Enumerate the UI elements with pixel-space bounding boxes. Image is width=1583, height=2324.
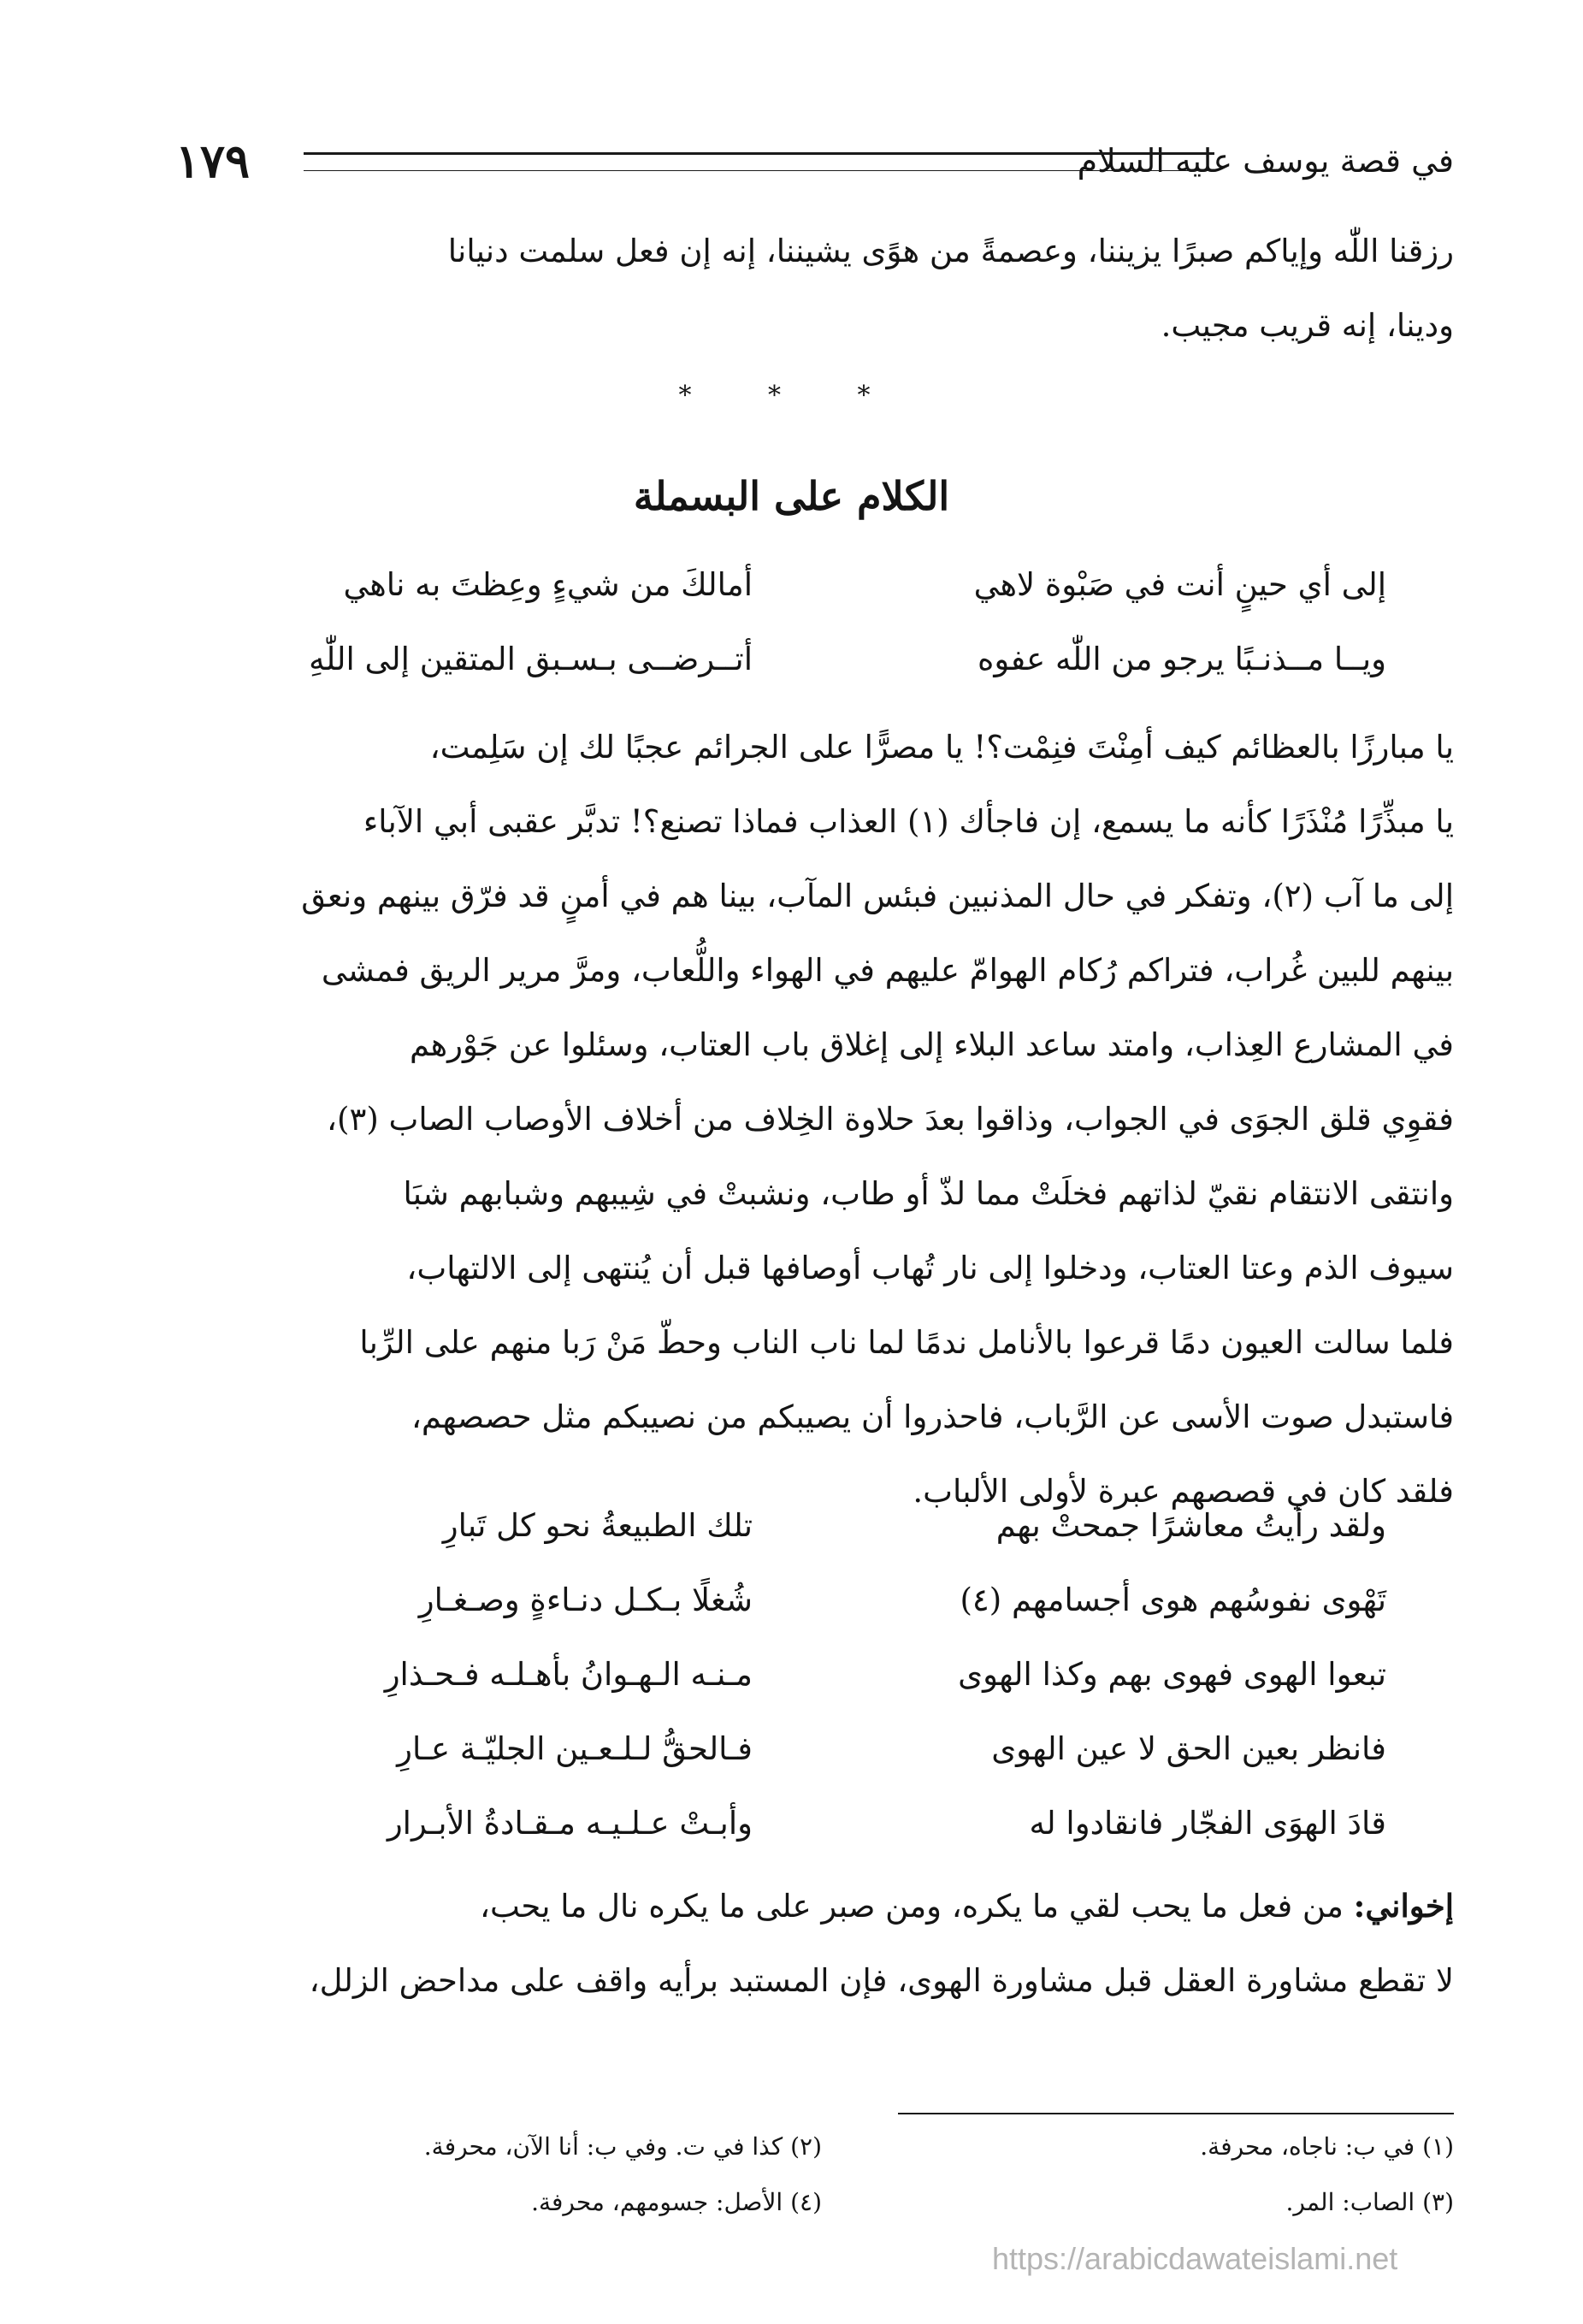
paragraph-line: سيوف الذم وعتا العتاب، ودخلوا إلى نار تُهاب أوصافها قبل أن يُنتهى إلى الالتهاب، — [406, 1250, 1454, 1286]
intro-line: رزقنا اللّٰه وإياكم صبرًا يزيننا، وعصمةً من هوًى يشيننا، إنه إن فعل سلمت دنيانا — [447, 233, 1454, 269]
verse-first-hemistich: ويــا مــذنـبًا يرجو من اللّٰه عفوه — [977, 641, 1386, 677]
verse-second-hemistich: فـالحقُّ لـلـعـين الجليّـة عـارِ — [397, 1730, 753, 1767]
section-separator: * * * — [678, 381, 905, 411]
footnote-4: (٤) الأصل: جسومهم، محرفة. — [531, 2188, 822, 2216]
paragraph-line: فلما سالت العيون دمًا قرعوا بالأنامل ندمًا لما ناب الناب وحطّ مَنْ رَبا منهم على الرِّبا — [359, 1324, 1454, 1361]
footnote-2: (٢) كذا في ت. وفي ب: أنا الآن، محرفة. — [423, 2132, 822, 2161]
intro-line: ودينا، إنه قريب مجيب. — [1161, 307, 1454, 344]
watermark-url: https://arabicdawateislami.net — [992, 2241, 1398, 2276]
verse-second-hemistich: وأبـتْ عـلـيـه مـقـادةُ الأبـرار — [387, 1805, 753, 1842]
paragraph-line: إلى ما آب (٢)، وتفكر في حال المذنبين فبئس المآب، بينا هم في أمنٍ قد فرّق بينهم ونعق — [301, 878, 1454, 914]
poem-verse — [222, 1488, 1386, 1563]
closing-text: من فعل ما يحب لقي ما يكره، ومن صبر على ما يكره نال ما يحب، — [480, 1888, 1354, 1925]
paragraph-line: في المشارع العِذاب، وامتد ساعد البلاء إلى إغلاق باب العتاب، وسئلوا عن جَوْرهم — [410, 1026, 1454, 1063]
paragraph-line: فلقد كان في قصصهم عبرة لأولى الألباب. — [913, 1473, 1454, 1510]
verse-second-hemistich: مـنـه الـهـوانُ بأهـلـه فـحـذارِ — [384, 1656, 753, 1693]
verse-first-hemistich: إلى أي حينٍ أنت في صَبْوة لاهي — [973, 566, 1386, 603]
closing-label: إخواني: — [1353, 1887, 1454, 1925]
footnote-rule — [898, 2113, 1454, 2114]
paragraph-line: بينهم للبين غُراب، فتراكم رُكام الهوامّ عليهم في الهواء واللُّعاب، ومرَّ مرير الريق فمشى — [321, 952, 1454, 989]
verse-second-hemistich: شُغلًا بـكـل دنـاءةٍ وصـغـارِ — [418, 1582, 753, 1618]
paragraph-line: يا مبارزًا بالعظائم كيف أمِنْتَ فنِمْت؟! يا مصرًّا على الجرائم عجبًا لك إن سَلِمت، — [429, 729, 1454, 766]
verse-first-hemistich: ولقد رأيتُ معاشرًا جمحتْ بهم — [995, 1507, 1386, 1544]
verse-first-hemistich: قادَ الهوَى الفجّار فانقادوا له — [1029, 1805, 1386, 1842]
running-title: في قصة يوسف عليه السلام — [1077, 142, 1454, 180]
verse-second-hemistich: أتــرضــى بـسـبق المتقين إلى اللّٰهِ — [309, 641, 753, 677]
verse-second-hemistich: أمالكَ من شيءٍ وعِظتَ به ناهي — [343, 566, 753, 603]
header-rule — [304, 152, 1214, 171]
poem-block-1 — [222, 547, 1386, 696]
verse-first-hemistich: فانظر بعين الحق لا عين الهوى — [991, 1730, 1386, 1767]
paragraph-line: يا مبذِّرًا مُنْذَرًا كأنه ما يسمع، إن فاجأك (١) العذاب فماذا تصنع؟! تدبَّر عقبى أبي الآباء — [363, 803, 1454, 840]
paragraph-line — [197, 1869, 1454, 1943]
verse-first-hemistich: تَهْوى نفوسُهم هوى أجسامهم (٤) — [960, 1582, 1386, 1618]
poem-verse — [222, 1712, 1386, 1786]
paragraph-line: وانتقى الانتقام نقيّ لذاتهم فخلَتْ مما لذّ أو طاب، ونشبتْ في شِيبهم وشبابهم شبَا — [403, 1175, 1454, 1212]
verse-first-hemistich: تبعوا الهوى فهوى بهم وكذا الهوى — [958, 1656, 1386, 1693]
poem-verse — [222, 547, 1386, 622]
poem-verse — [222, 1563, 1386, 1637]
paragraph-line: لا تقطع مشاورة العقل قبل مشاورة الهوى، فإن المستبد برأيه واقف على مداحض الزلل، — [309, 1962, 1454, 1999]
section-heading: الكلام على البسملة — [633, 473, 950, 519]
poem-verse — [222, 1786, 1386, 1860]
paragraph-line: فاستبدل صوت الأسى عن الرَّباب، فاحذروا أن يصيبكم من نصيبكم مثل حصصهم، — [411, 1399, 1454, 1435]
paragraph-line: فقوِي قلق الجوَى في الجواب، وذاقوا بعدَ حلاوة الخِلاف من أخلاف الأوصاب الصاب (٣)، — [327, 1101, 1454, 1138]
main-paragraph — [197, 710, 1454, 1529]
poem-block-2 — [222, 1488, 1386, 1860]
closing-paragraph — [197, 1869, 1454, 2018]
intro-paragraph — [197, 214, 1454, 363]
footnote-3: (٣) الصاب: المر. — [1285, 2188, 1454, 2216]
page-number: ١٧٩ — [175, 133, 251, 188]
verse-second-hemistich: تلك الطبيعةُ نحو كل تَبارِ — [442, 1507, 753, 1544]
poem-verse — [222, 1637, 1386, 1712]
footnote-1: (١) في ب: ناجاه، محرفة. — [1200, 2132, 1454, 2161]
running-header — [175, 127, 1454, 195]
poem-verse — [222, 622, 1386, 696]
